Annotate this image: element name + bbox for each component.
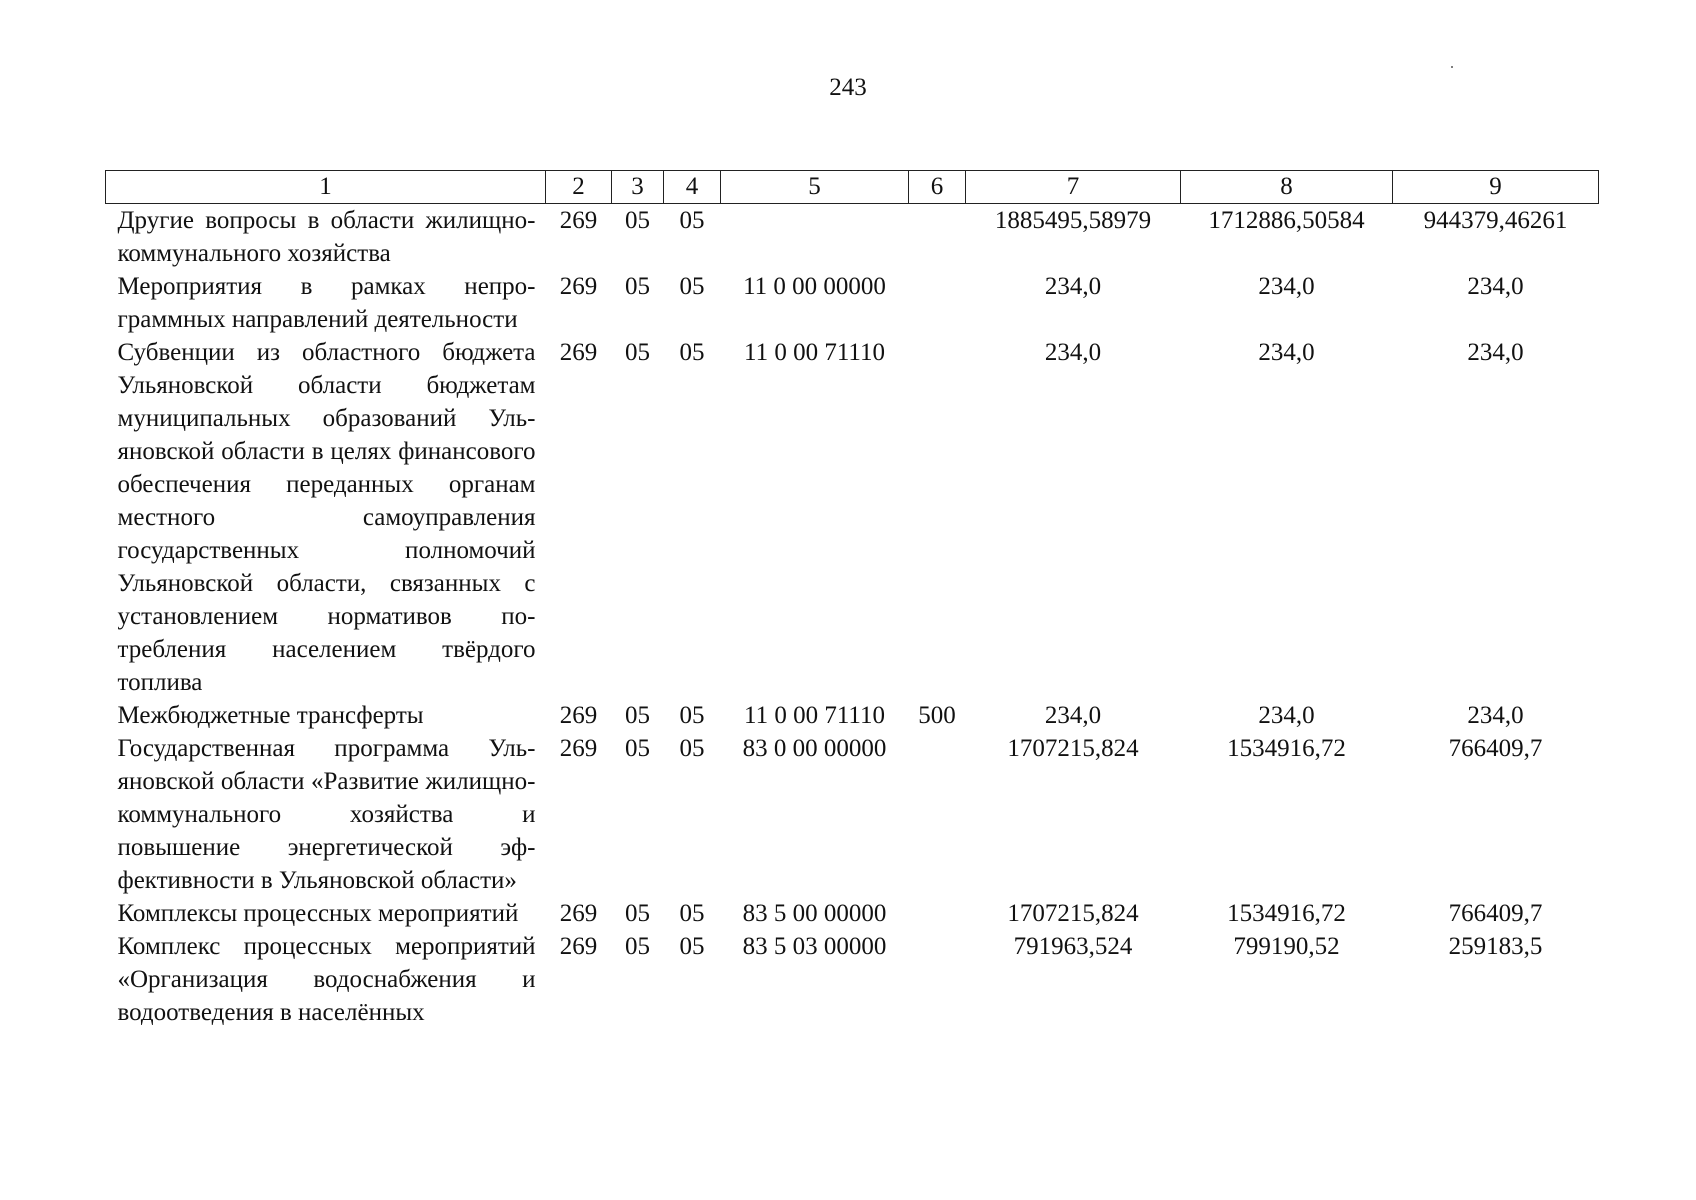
table-body xyxy=(106,204,1599,1030)
row-col-3: 05 xyxy=(625,933,650,960)
row-col-7: 1707215,824 xyxy=(1007,735,1139,762)
budget-table xyxy=(105,170,1599,1029)
row-col-8: 799190,52 xyxy=(1233,933,1340,960)
row-col-4: 05 xyxy=(679,702,705,729)
row-col-4: 05 xyxy=(679,735,705,762)
header-col-7: 7 xyxy=(966,171,1181,204)
row-col-6 xyxy=(909,732,966,897)
row-name: Другие вопросы в области жилищно-коммунального хозяйства xyxy=(117,207,536,267)
row-col-7: 1885495,58979 xyxy=(994,207,1152,234)
header-col-1: 1 xyxy=(106,171,546,204)
row-col-5: 83 5 03 00000 xyxy=(742,933,887,960)
row-col-9: 259183,5 xyxy=(1448,933,1543,960)
row-col-2: 269 xyxy=(559,207,598,234)
row-col-2: 269 xyxy=(559,273,598,300)
row-name: Комплексы процессных мероприятий xyxy=(117,900,519,927)
row-name: Комплекс процессных мероприятий «Организация водоснабжения и водоотведения в населённых xyxy=(117,933,536,1026)
row-col-6 xyxy=(909,204,966,271)
row-name: Субвенции из областного бюджета Ульяновской области бюджетам муниципальных образований Ульяновской области в целях финансового обеспечения переданных органам местного самоуправления государственных полномочий Ульяновской области, связанных с установлением нормативов потребления населением твёрдого топлива xyxy=(117,339,536,696)
table-row xyxy=(106,897,1599,930)
row-col-3: 05 xyxy=(625,207,650,234)
table-row xyxy=(106,699,1599,732)
row-col-7: 234,0 xyxy=(1044,273,1102,300)
row-col-8: 234,0 xyxy=(1258,339,1315,366)
header-col-5: 5 xyxy=(721,171,909,204)
row-col-8: 1712886,50584 xyxy=(1208,207,1365,234)
row-col-2: 269 xyxy=(559,339,598,366)
row-col-2: 269 xyxy=(559,900,598,927)
row-col-9: 944379,46261 xyxy=(1423,207,1568,234)
row-col-8: 234,0 xyxy=(1258,702,1315,729)
row-col-3: 05 xyxy=(625,735,650,762)
row-col-5: 11 0 00 71110 xyxy=(744,339,885,366)
row-col-6 xyxy=(909,897,966,930)
table-header xyxy=(106,171,1599,204)
row-col-9: 234,0 xyxy=(1467,702,1524,729)
row-col-3: 05 xyxy=(625,339,650,366)
row-col-7: 234,0 xyxy=(1044,339,1102,366)
row-col-6 xyxy=(909,336,966,699)
row-col-5: 83 0 00 00000 xyxy=(742,735,887,762)
scan-speck xyxy=(1451,66,1453,68)
row-col-3: 05 xyxy=(625,900,650,927)
row-col-2: 269 xyxy=(559,735,598,762)
row-col-8: 234,0 xyxy=(1258,273,1315,300)
row-col-6 xyxy=(909,270,966,336)
header-col-8: 8 xyxy=(1181,171,1393,204)
header-col-6: 6 xyxy=(909,171,966,204)
table-row xyxy=(106,930,1599,1029)
row-col-9: 766409,7 xyxy=(1448,900,1543,927)
row-col-5: 11 0 00 71110 xyxy=(744,702,885,729)
page-number: 243 xyxy=(829,74,867,101)
header-row xyxy=(106,171,1599,204)
row-col-8: 1534916,72 xyxy=(1227,735,1346,762)
row-col-4: 05 xyxy=(679,207,705,234)
row-col-4: 05 xyxy=(679,273,705,300)
row-col-7: 791963,524 xyxy=(1013,933,1133,960)
row-col-4: 05 xyxy=(679,900,705,927)
row-col-5: 83 5 00 00000 xyxy=(742,900,887,927)
header-col-3: 3 xyxy=(612,171,664,204)
row-col-9: 234,0 xyxy=(1467,273,1524,300)
row-col-5 xyxy=(721,204,909,271)
row-col-3: 05 xyxy=(625,702,650,729)
row-col-6: 500 xyxy=(918,702,956,729)
row-name: Межбюджетные трансферты xyxy=(117,702,424,729)
row-col-4: 05 xyxy=(679,933,705,960)
row-col-4: 05 xyxy=(679,339,705,366)
row-col-2: 269 xyxy=(559,702,598,729)
header-col-2: 2 xyxy=(546,171,612,204)
row-col-9: 766409,7 xyxy=(1448,735,1543,762)
table-row xyxy=(106,336,1599,699)
table-row xyxy=(106,204,1599,271)
row-col-9: 234,0 xyxy=(1467,339,1524,366)
row-col-3: 05 xyxy=(625,273,650,300)
table-row xyxy=(106,732,1599,897)
row-col-2: 269 xyxy=(559,933,598,960)
row-col-8: 1534916,72 xyxy=(1227,900,1346,927)
row-col-5: 11 0 00 00000 xyxy=(743,273,886,300)
row-col-6 xyxy=(909,930,966,1029)
row-col-7: 1707215,824 xyxy=(1007,900,1139,927)
row-name: Государственная программа Ульяновской области «Развитие жилищно-коммунального хозяйства и повышение энергетической эффективности в Ульяновской области» xyxy=(117,735,536,894)
row-col-7: 234,0 xyxy=(1044,702,1102,729)
row-name: Мероприятия в рамках непрограммных направлений деятельности xyxy=(117,273,536,333)
header-col-9: 9 xyxy=(1393,171,1599,204)
header-col-4: 4 xyxy=(664,171,721,204)
table-row xyxy=(106,270,1599,336)
